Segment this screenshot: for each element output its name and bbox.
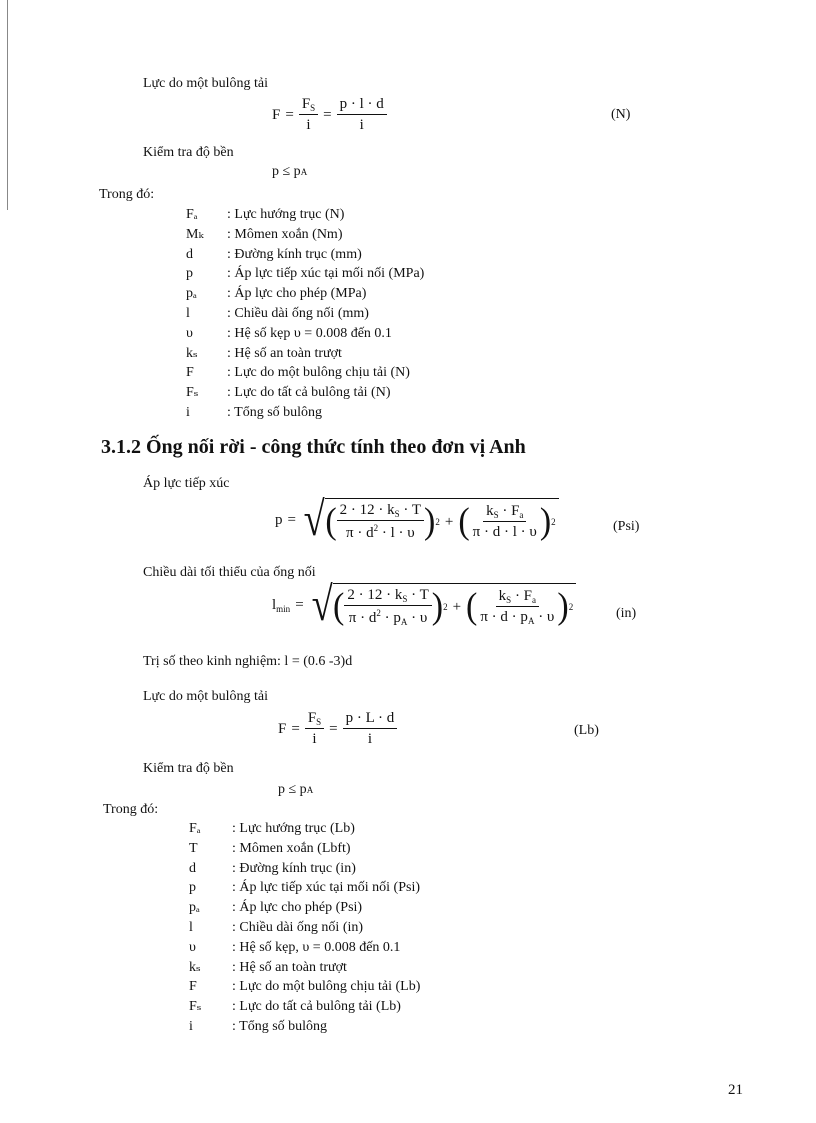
definition-symbol: υ [189, 939, 196, 955]
definition-symbol: p [186, 266, 193, 282]
definition-symbol: Mₖ [186, 226, 204, 242]
min-length-label: Chiều dài tối thiểu của ống nối [143, 565, 316, 580]
bolt-force-label-2: Lực do một bulông tải [143, 689, 269, 704]
definition-description: : Đường kính trục (in) [232, 860, 356, 876]
definition-symbol: Fₐ [186, 207, 198, 222]
formula-bolt-force-2: F = $\frac{F_S}{i}$ = $\frac{p \cdot L \cdot d}{i}$ [278, 710, 397, 748]
definition-symbol: i [189, 1019, 193, 1034]
definition-description: : Áp lực cho phép (MPa) [227, 286, 367, 302]
definition-symbol: d [186, 246, 193, 262]
definition-description: : Chiều dài ống nối (mm) [227, 306, 369, 321]
definition-description: : Hệ số an toàn trượt [227, 345, 342, 361]
formula-min-length: $l_{min}$ = √ ( $\frac{2 \cdot 12 \cdot k_S \cdot T}{\pi \cdot d^2 \cdot p_A \cdot \upsilon}$ ) 2 + ( $\frac{k_S \cdot F_a}{\pi \cdot d \cdot p_A \cdot \upsilon}$ ) 2 [272, 581, 576, 629]
definition-description: : Đường kính trục (mm) [227, 246, 362, 262]
definition-symbol: kₛ [189, 959, 201, 975]
unit-psi: (Psi) [613, 519, 640, 534]
definition-description: : Lực do một bulông chịu tải (Lb) [232, 979, 421, 995]
definition-symbol: Fₛ [186, 385, 199, 401]
definition-description: : Lực do một bulông chịu tải (N) [227, 365, 410, 381]
unit-lb: (Lb) [574, 723, 599, 738]
contact-pressure-label: Áp lực tiếp xúc [143, 476, 230, 491]
definition-description: : Tổng số bulông [227, 405, 323, 420]
definition-symbol: i [186, 405, 190, 420]
definition-description: : Mômen xoắn (Lbft) [232, 840, 351, 856]
definition-description: : Lực do tất cả bulông tải (Lb) [232, 999, 401, 1015]
formula-strength-2: p ≤ p A [278, 782, 314, 797]
where-label-1: Trong đó: [99, 187, 155, 202]
definition-symbol: T [189, 840, 198, 856]
margin-line [7, 0, 8, 210]
definition-description: : Hệ số an toàn trượt [232, 959, 347, 975]
where-label-2: Trong đó: [103, 802, 159, 817]
definition-symbol: Fₐ [189, 821, 201, 836]
definition-symbol: Fₛ [189, 999, 202, 1015]
bolt-force-label-1: Lực do một bulông tải [143, 76, 269, 91]
definition-description: : Tổng số bulông [232, 1019, 328, 1034]
unit-n: (N) [611, 107, 631, 122]
definition-description: : Áp lực cho phép (Psi) [232, 900, 363, 916]
definition-symbol: d [189, 860, 196, 876]
definition-symbol: F [186, 365, 194, 381]
definition-description: : Lực hướng trục (Lb) [232, 821, 355, 836]
definition-description: : Mômen xoắn (Nm) [227, 226, 343, 242]
definition-description: : Chiều dài ống nối (in) [232, 920, 364, 935]
formula-bolt-force-1: F = $\frac{F_S}{i}$ = $\frac{p \cdot l \cdot d}{i}$ [272, 96, 387, 134]
definition-symbol: kₛ [186, 345, 198, 361]
page-number: 21 [728, 1082, 743, 1098]
definition-symbol: l [189, 920, 193, 935]
definition-symbol: pₐ [189, 900, 200, 916]
strength-check-label-1: Kiểm tra độ bền [143, 145, 234, 160]
formula-contact-pressure: p = √ ( $\frac{2 \cdot 12 \cdot k_S \cdot T}{\pi \cdot d^2 \cdot l \cdot \upsilon}$ ) 2 + ( $\frac{k_S \cdot F_a}{\pi \cdot d \cdot l \cdot \upsilon}$ ) 2 [275, 496, 559, 544]
section-heading: 3.1.2 Ống nối rời - công thức tính theo đơn vị Anh [101, 436, 526, 458]
definition-description: : Áp lực tiếp xúc tại mối nối (Psi) [232, 880, 421, 896]
definition-description: : Áp lực tiếp xúc tại mối nối (MPa) [227, 266, 425, 282]
definition-symbol: p [189, 880, 196, 896]
definition-description: : Hệ số kẹp, υ = 0.008 đến 0.1 [232, 939, 401, 955]
empirical-value: Trị số theo kinh nghiệm: l = (0.6 -3)d [143, 654, 353, 669]
definition-symbol: υ [186, 325, 193, 341]
strength-check-label-2: Kiểm tra độ bền [143, 761, 234, 776]
definition-description: : Lực hướng trục (N) [227, 207, 345, 222]
definition-symbol: l [186, 306, 190, 321]
definition-description: : Lực do tất cả bulông tải (N) [227, 385, 391, 401]
formula-strength-1: p ≤ p A [272, 164, 308, 179]
definition-symbol: pₐ [186, 286, 197, 302]
definition-description: : Hệ số kẹp υ = 0.008 đến 0.1 [227, 325, 392, 341]
definition-symbol: F [189, 979, 197, 995]
unit-in: (in) [616, 606, 637, 621]
